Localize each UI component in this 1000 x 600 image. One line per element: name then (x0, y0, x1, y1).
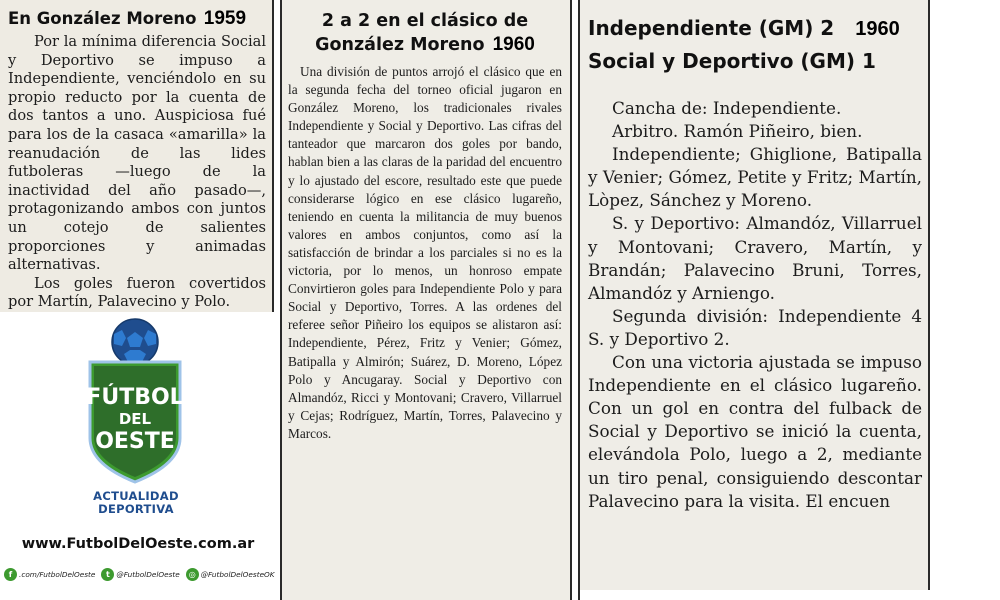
article-body (588, 97, 922, 513)
clipping-divider (928, 0, 930, 590)
clipping-1960-draw-headline (288, 10, 562, 57)
clipping-1959-headline (8, 8, 266, 30)
article-paragraph: Independiente; Ghiglione, Batipalla y Venier; Gómez, Petite y Fritz; Martín, Lòpez, Sánchez y Moreno. (588, 144, 922, 211)
year-label: 1960 (492, 34, 535, 55)
article-paragraph: Cancha de: Independiente. (612, 98, 842, 118)
svg-text:FÚTBOL: FÚTBOL (86, 385, 184, 410)
clipping-1960-draw (282, 0, 570, 600)
clipping-1960-result (580, 0, 928, 590)
article-paragraph: Por la mínima diferencia Social y Deportivo se impuso a Independiente, venciéndolo en su propio reducto por la cuenta de dos tantos a uno. Auspiciosa fué para los de la casaca «amarilla» la reanudación de las lides futboleras —luego de la inactividad del año pasado—, protagonizando ambos con juntos un cotejo de salientes proporciones y animadas alternativas. (8, 33, 266, 274)
facebook-link[interactable] (4, 568, 95, 581)
facebook-icon: f (4, 568, 17, 581)
clipping-1960-result-headline (588, 12, 922, 77)
article-paragraph: Los goles fueron covertidos por Martín, Palavecino y Polo. (8, 274, 266, 311)
futbol-del-oeste-logo (84, 318, 186, 484)
headline-text: 2 a 2 en el clásico de (321, 11, 529, 31)
headline-text: González Moreno (315, 35, 485, 55)
website-url[interactable]: www.FutbolDelOeste.com.ar (21, 536, 255, 552)
article-paragraph: Una división de puntos arrojó el clásico que en la segunda fecha del torneo oficial jugaron en González Moreno, los tradicionales rivales Independiente y Social y Deportivo. Las cifras del tanteador que marcaron dos goles por bando, hablan bien a las claras de la paridad del encuentro y lo ajustado del escore, resultado este que puede considerarse lógico en ese clásico lugareño, teniendo en cuenta la militancia de muy buenos valores en ambos conjuntos, como así la satisfacción de brindar a los parciales si no es la victoria, por lo menos, un honroso empate Convirtieron goles para Independiente Polo y para Social y Deportivo, Torres. A las ordenes del referee señor Piñeiro los equipos se alistaron así: Independiente, Pérez, Fritz y Venier; Gómez, Batipalla y Almirón; Suárez, D. Moreno, López Polo y Ancugaray. Social y Deportivo con Almandóz, Ricci y Montovani; Cravero, Villarruel y Cejas; Rodríguez, Martín, Torres, Palavecino y Marcos. (288, 64, 562, 441)
facebook-handle: .com/FutbolDelOeste (19, 570, 96, 579)
social-links (4, 568, 274, 581)
article-paragraph: Segunda división: Independiente 4 S. y Deportivo 2. (588, 305, 922, 349)
instagram-icon: ◎ (186, 568, 199, 581)
article-paragraph: Con una victoria ajustada se impuso Independiente en el clásico lugareño. Con un gol en contra del fulback de Social y Deportivo se inició la cuenta, elevándola Polo, luego a 2, mediante un tiro penal, consiguiendo descontar Palavecino para la visita. El encuen (588, 352, 922, 511)
svg-text:DEL: DEL (118, 410, 152, 428)
instagram-link[interactable] (186, 568, 275, 581)
brand-block (0, 312, 275, 600)
year-label: 1959 (203, 8, 247, 29)
headline-text: En González Moreno (8, 9, 197, 28)
clipping-divider (272, 0, 274, 312)
headline-text: Social y Deportivo (GM) 1 (588, 49, 876, 73)
year-label: 1960 (855, 18, 900, 40)
instagram-handle: @FutbolDelOesteOK (200, 570, 275, 579)
headline-text: Independiente (GM) 2 (588, 16, 835, 40)
twitter-handle: @FutbolDelOeste (116, 570, 180, 579)
tagline-line: DEPORTIVA (98, 502, 174, 516)
clipping-1959 (0, 0, 272, 312)
twitter-icon: t (101, 568, 114, 581)
clipping-divider (570, 0, 572, 600)
article-paragraph: Arbitro. Ramón Piñeiro, bien. (612, 121, 863, 142)
article-paragraph: S. y Deportivo: Almandóz, Villarruel y Montovani; Cravero, Martín, y Brandán; Palavecino Bruni, Torres, Almandóz y Arniengo. (588, 213, 922, 303)
svg-text:OESTE: OESTE (95, 429, 175, 454)
tagline-line: ACTUALIDAD (93, 489, 179, 503)
brand-tagline (0, 490, 272, 516)
twitter-link[interactable] (101, 568, 179, 581)
